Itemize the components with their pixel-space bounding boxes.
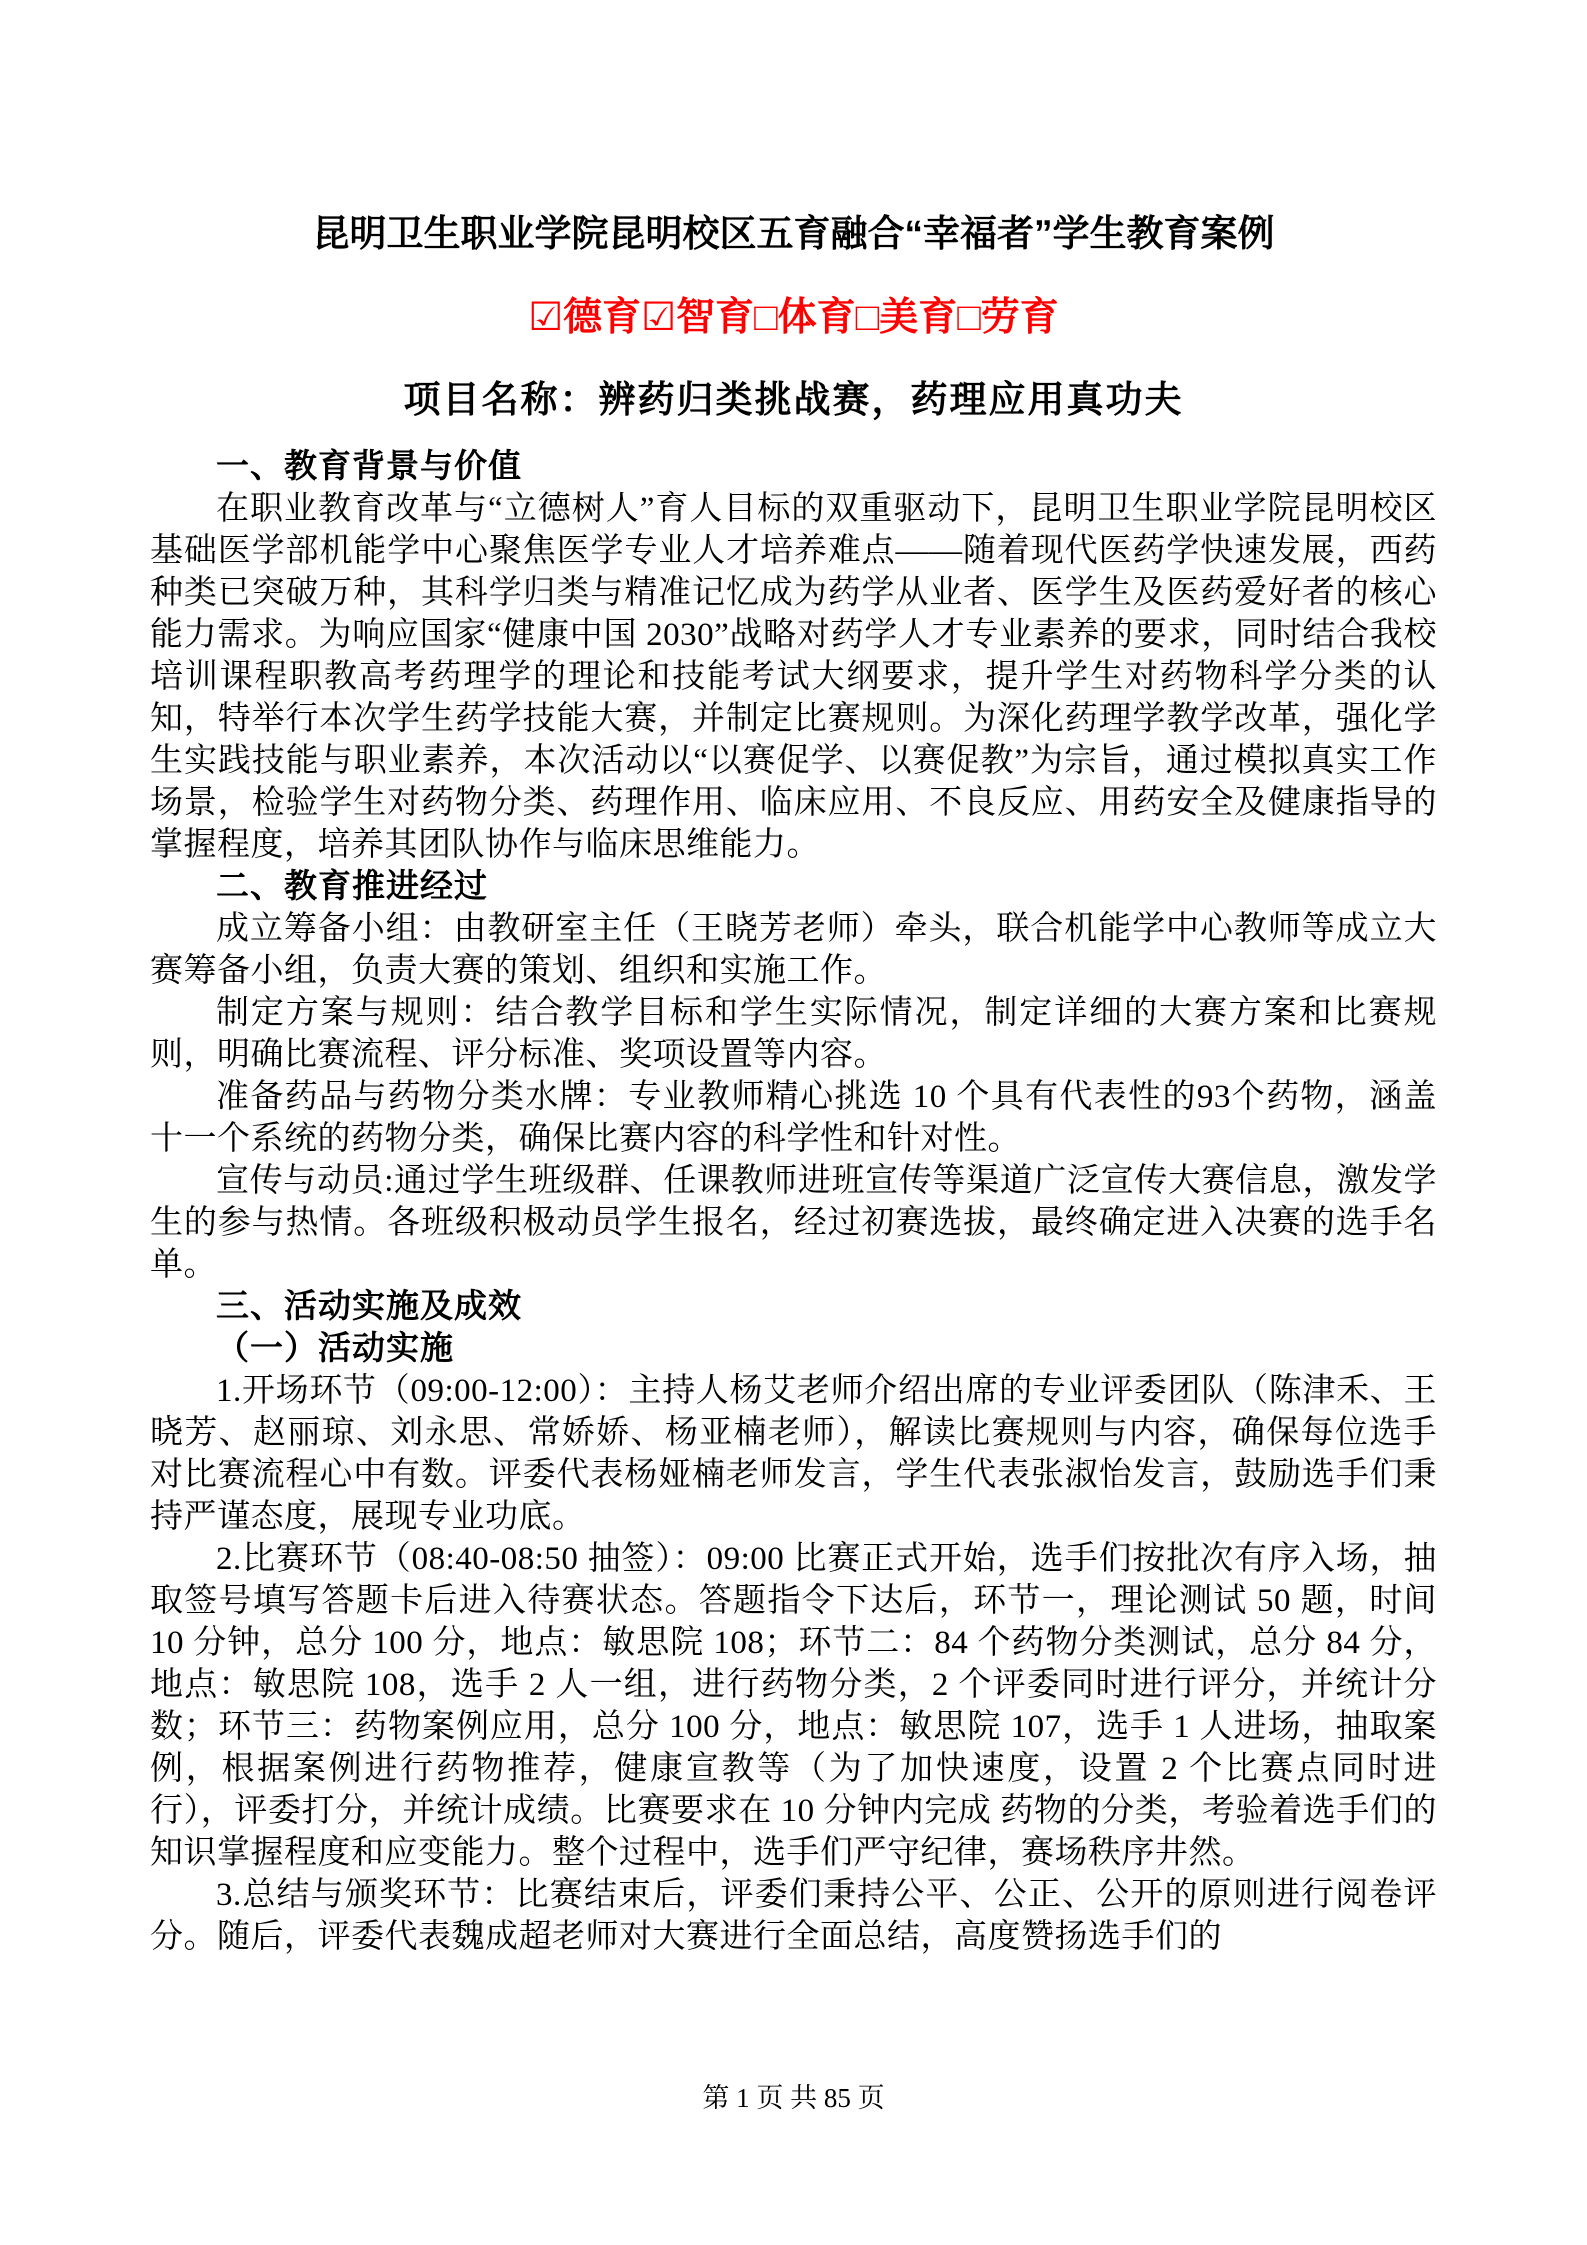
five-education-checkboxes: ☑德育☑智育□体育□美育□劳育 bbox=[528, 296, 1059, 339]
subsection-heading-activity: （一）活动实施 bbox=[216, 1331, 454, 1367]
page-number-footer: 第 1 页 共 85 页 bbox=[702, 2083, 885, 2113]
section-heading-progress: 二、教育推进经过 bbox=[216, 869, 488, 905]
body-paragraph: 制定方案与规则：结合教学目标和学生实际情况，制定详细的大赛方案和比赛规则，明确比赛流程、评分标准、奖项设置等内容。 bbox=[150, 995, 1437, 1073]
section-heading-implementation: 三、活动实施及成效 bbox=[216, 1289, 522, 1325]
body-paragraph: 宣传与动员:通过学生班级群、任课教师进班宣传等渠道广泛宣传大赛信息，激发学生的参与热情。各班级积极动员学生报名，经过初赛选拔，最终确定进入决赛的选手名单。 bbox=[150, 1163, 1437, 1283]
body-paragraph: 在职业教育改革与“立德树人”育人目标的双重驱动下，昆明卫生职业学院昆明校区基础医学部机能学中心聚焦医学专业人才培养难点——随着现代医药学快速发展，西药种类已突破万种，其科学归类与精准记忆成为药学从业者、医学生及医药爱好者的核心能力需求。为响应国家“健康中国 2030”战略对药学人才专业素养的要求，同时结合我校培训课程职教高考药理学的理论和技能考试大纲要求，提升学生对药物科学分类的认知，特举行本次学生药学技能大赛，并制定比赛规则。为深化药理学教学改革，强化学生实践技能与职业素养，本次活动以“以赛促学、以赛促教”为宗旨，通过模拟真实工作场景，检验学生对药物分类、药理作用、临床应用、不良反应、用药安全及健康指导的掌握程度，培养其团队协作与临床思维能力。 bbox=[150, 491, 1437, 863]
section-heading-background-value: 一、教育背景与价值 bbox=[216, 449, 522, 485]
project-name-heading: 项目名称：辨药归类挑战赛，药理应用真功夫 bbox=[403, 379, 1184, 420]
body-paragraph: 准备药品与药物分类水牌：专业教师精心挑选 10 个具有代表性的93个药物，涵盖十一个系统的药物分类，确保比赛内容的科学性和针对性。 bbox=[150, 1079, 1437, 1157]
body-paragraph: 1.开场环节（09:00-12:00）：主持人杨艾老师介绍出席的专业评委团队（陈津禾、王晓芳、赵丽琼、刘永思、常娇娇、杨亚楠老师），解读比赛规则与内容，确保每位选手对比赛流程心中有数。评委代表杨娅楠老师发言，学生代表张淑怡发言，鼓励选手们秉持严谨态度，展现专业功底。 bbox=[150, 1373, 1437, 1535]
body-paragraph: 3.总结与颁奖环节：比赛结束后，评委们秉持公平、公正、公开的原则进行阅卷评分。随后，评委代表魏成超老师对大赛进行全面总结，高度赞扬选手们的 bbox=[150, 1877, 1437, 1955]
document-title: 昆明卫生职业学院昆明校区五育融合“幸福者”学生教育案例 bbox=[312, 213, 1275, 254]
body-paragraph: 2.比赛环节（08:40-08:50 抽签）：09:00 比赛正式开始，选手们按批次有序入场，抽取签号填写答题卡后进入待赛状态。答题指令下达后，环节一，理论测试 50 题，时间 10 分钟，总分 100 分，地点：敏思院 108；环节二：84 个药物分类测试，总分 84 分，地点：敏思院 108，选手 2 人一组，进行药物分类，2 个评委同时进行评分，并统计分数；环节三：药物案例应用，总分 100 分，地点：敏思院 107，选手 1 人进场，抽取案例，根据案例进行药物推荐，健康宣教等（为了加快速度，设置 2 个比赛点同时进行），评委打分，并统计成绩。比赛要求在 10 分钟内完成 药物的分类，考验着选手们的知识掌握程度和应变能力。整个过程中，选手们严守纪律，赛场秩序井然。 bbox=[150, 1541, 1437, 1871]
document-body bbox=[150, 446, 1437, 1958]
document-content bbox=[150, 0, 1437, 1958]
body-paragraph: 成立筹备小组：由教研室主任（王晓芳老师）牵头，联合机能学中心教师等成立大赛筹备小组，负责大赛的策划、组织和实施工作。 bbox=[150, 911, 1437, 989]
